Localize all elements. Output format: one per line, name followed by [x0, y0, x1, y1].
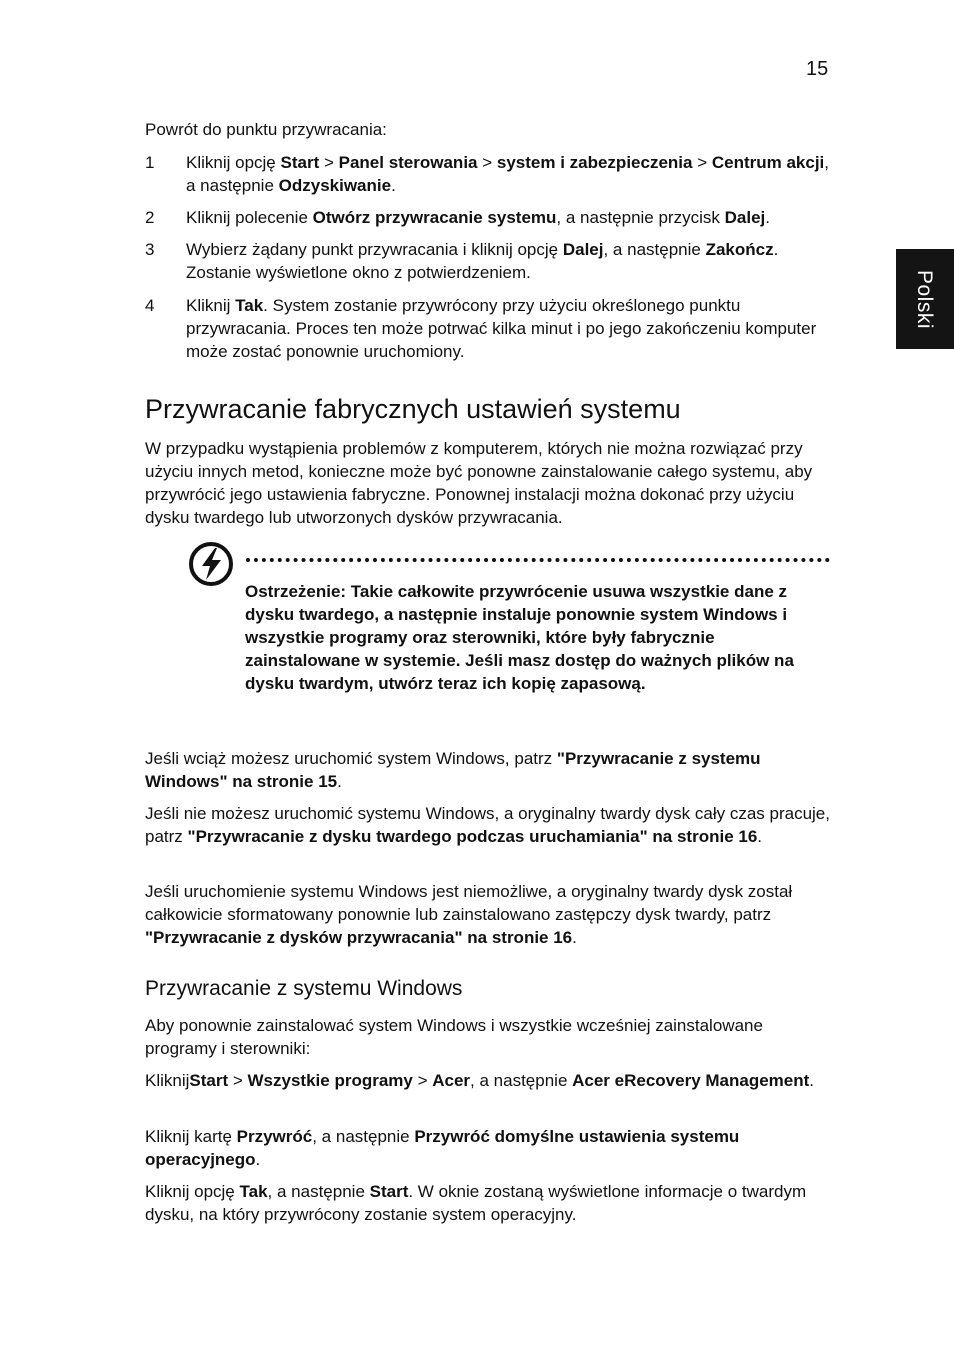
- text-segment: .: [809, 1071, 815, 1090]
- bold-text: Dalej: [562, 240, 604, 259]
- list-number: 1: [145, 153, 155, 172]
- text-segment: Kliknij opcję: [145, 1182, 240, 1201]
- text-segment: , a następnie: [603, 240, 706, 259]
- bold-text: Acer eRecovery Management: [572, 1071, 810, 1090]
- text-segment: . Zostanie wyświetlone okno z potwierdzeniem.: [186, 240, 779, 282]
- text-segment: .: [391, 176, 396, 195]
- reference-paragraph: [145, 747, 835, 793]
- section-heading: Przywracanie fabrycznych ustawień systemu: [145, 394, 681, 424]
- text-segment: .: [337, 772, 342, 791]
- bold-text: Panel sterowania: [338, 153, 478, 172]
- bold-text: Otwórz przywracanie systemu: [312, 208, 557, 227]
- language-tab-label: Polski: [913, 269, 937, 329]
- section-paragraph: W przypadku wystąpienia problemów z komputerem, których nie można rozwiązać przy użyciu innych metod, konieczne może być ponowne zainstalowanie całego systemu, aby przywrócić jego ustawienia fabryczne. Ponownej instalacji można dokonać przy użyciu dysku twardego lub utworzonych dysków przywracania.: [145, 439, 813, 527]
- text-segment: Kliknij: [145, 1071, 190, 1090]
- bold-text: "Przywracanie z dysku twardego podczas uruchamiania" na stronie 16: [187, 827, 758, 846]
- bold-text: Acer: [432, 1071, 471, 1090]
- warning-text: Ostrzeżenie: Takie całkowite przywrócenie usuwa wszystkie dane z dysku twardego, a następnie instaluje ponownie system Windows i wszystkie programy oraz sterowniki, które były fabrycznie zainstalowane w systemie. Jeśli masz dostęp do ważnych plików na dysku twardym, utwórz teraz ich kopię zapasową.: [245, 582, 794, 693]
- text-segment: .: [572, 928, 577, 947]
- warning-lightning-icon: [188, 541, 234, 587]
- text-segment: Kliknij: [186, 296, 236, 315]
- list-number: 4: [145, 296, 155, 315]
- bold-text: Start: [189, 1071, 229, 1090]
- text-segment: .: [757, 827, 763, 846]
- text-segment: >: [319, 153, 339, 172]
- text-segment: , a następnie przycisk: [556, 208, 725, 227]
- text-segment: Jeśli wciąż możesz uruchomić system Windows, patrz: [145, 749, 557, 768]
- bold-text: Dalej: [724, 208, 766, 227]
- text-segment: >: [412, 1071, 433, 1090]
- bold-text: Wszystkie programy: [247, 1071, 413, 1090]
- page-number: 15: [806, 58, 829, 80]
- text-segment: , a następnie: [267, 1182, 370, 1201]
- bold-text: Centrum akcji: [711, 153, 825, 172]
- bold-text: "Przywracanie z systemu Windows" na stronie 15: [145, 749, 761, 791]
- bold-text: Przywróć: [236, 1127, 313, 1146]
- text-segment: , a następnie: [186, 153, 830, 195]
- text-segment: . W oknie zostaną wyświetlone informacje o twardym dysku, na który przywrócony zostanie system operacyjny.: [145, 1182, 807, 1224]
- language-side-tab: [896, 249, 954, 349]
- bold-text: Tak: [235, 296, 264, 315]
- text-segment: , a następnie: [470, 1071, 573, 1090]
- text-segment: Wybierz żądany punkt przywracania i kliknij opcję: [186, 240, 563, 259]
- text-segment: .: [765, 208, 770, 227]
- bold-text: Tak: [239, 1182, 268, 1201]
- list-text: [186, 206, 836, 229]
- instruction-paragraph: Aby ponownie zainstalować system Windows i wszystkie wcześniej zainstalowane programy i sterowniki:: [145, 1016, 763, 1058]
- reference-paragraph: [145, 880, 835, 949]
- list-text: [186, 151, 836, 197]
- reference-paragraph: [145, 802, 835, 848]
- text-segment: , a następnie: [312, 1127, 415, 1146]
- list-text: [186, 294, 836, 363]
- instruction-paragraph: [145, 1069, 835, 1092]
- text-segment: >: [692, 153, 712, 172]
- text-segment: >: [228, 1071, 248, 1090]
- warning-divider: [246, 558, 830, 562]
- bold-text: Zakończ: [705, 240, 774, 259]
- bold-text: Start: [280, 153, 320, 172]
- bold-text: "Przywracanie z dysków przywracania" na stronie 16: [145, 928, 573, 947]
- bold-text: Start: [369, 1182, 409, 1201]
- text-segment: >: [477, 153, 497, 172]
- text-segment: . System zostanie przywrócony przy użyciu określonego punktu przywracania. Proces ten może potrwać kilka minut i po jego zakończeniu komputer może zostać ponownie uruchomiony.: [186, 296, 817, 361]
- intro-text: Powrót do punktu przywracania:: [145, 120, 387, 139]
- instruction-paragraph: [145, 1180, 835, 1226]
- bold-text: Przywróć domyślne ustawienia systemu operacyjnego: [145, 1127, 740, 1169]
- text-segment: Jeśli nie możesz uruchomić systemu Windows, a oryginalny twardy dysk cały czas pracuje, patrz: [145, 804, 830, 846]
- list-number: 3: [145, 240, 155, 259]
- bold-text: Odzyskiwanie: [278, 176, 392, 195]
- bold-text: system i zabezpieczenia: [496, 153, 693, 172]
- subsection-heading: Przywracanie z systemu Windows: [145, 977, 463, 1000]
- list-number: 2: [145, 208, 155, 227]
- text-segment: Kliknij polecenie: [186, 208, 313, 227]
- text-segment: Kliknij opcję: [186, 153, 281, 172]
- text-segment: Jeśli uruchomienie systemu Windows jest niemożliwe, a oryginalny twardy dysk został całkowicie sformatowany ponownie lub zainstalowano zastępczy dysk twardy, patrz: [145, 882, 793, 924]
- text-segment: Kliknij kartę: [145, 1127, 237, 1146]
- text-segment: .: [255, 1150, 261, 1169]
- list-text: [186, 238, 836, 284]
- instruction-paragraph: [145, 1125, 835, 1171]
